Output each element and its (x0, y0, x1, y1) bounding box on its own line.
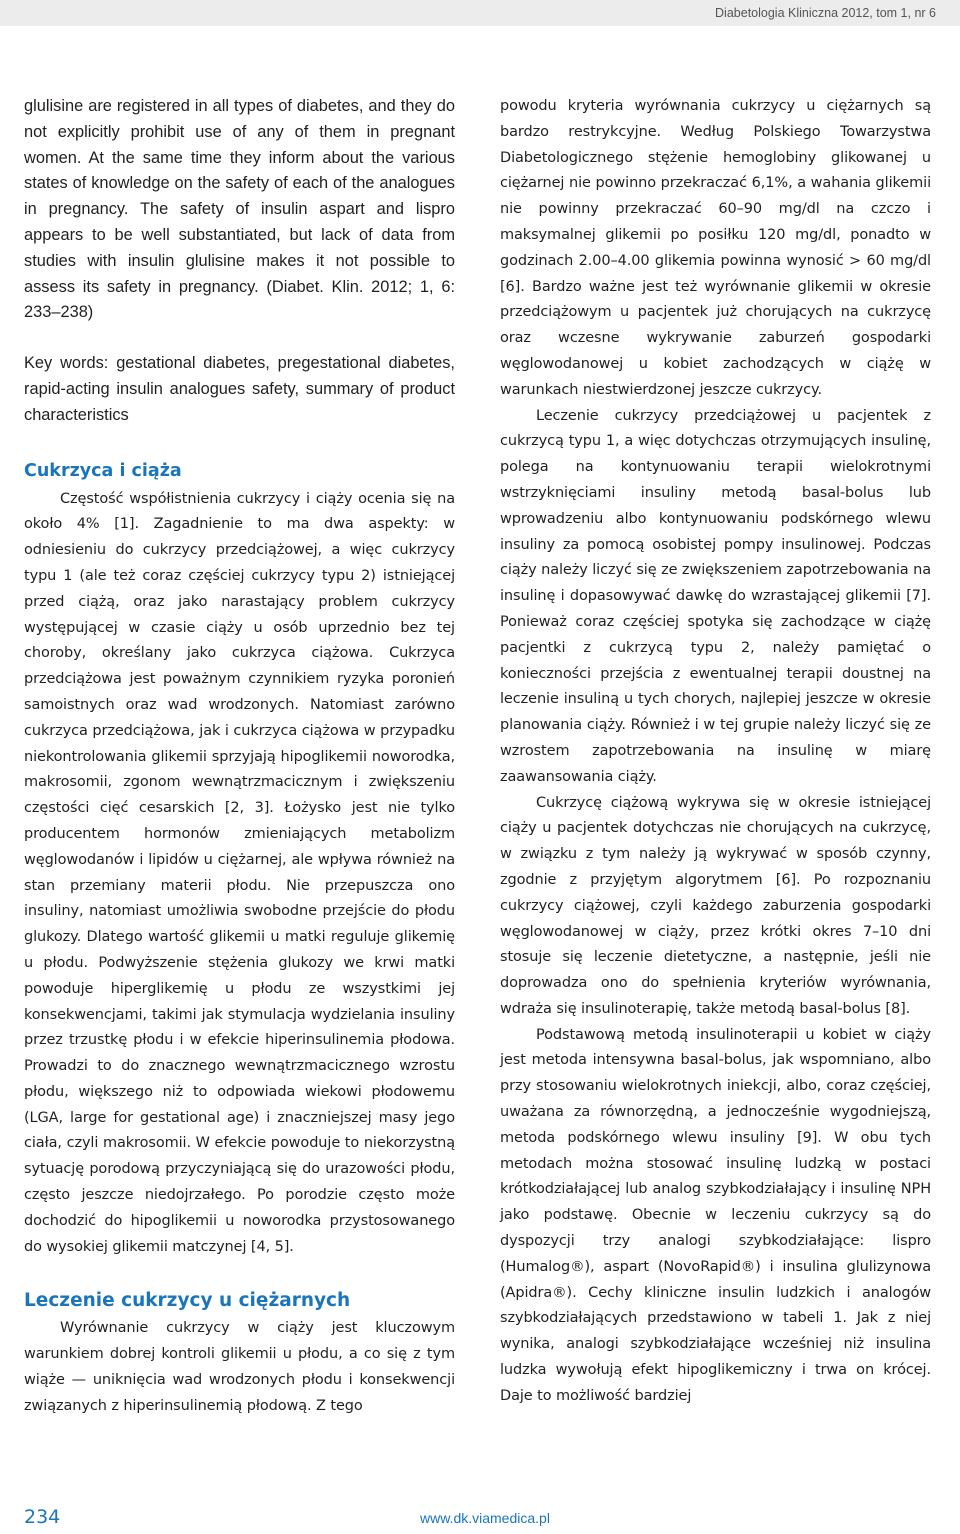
right-paragraph-1: powodu kryteria wyrównania cukrzycy u ciężarnych są bardzo restrykcyjne. Według Polskiego Towarzystwa Diabetologicznego stężenie hemoglobiny glikowanej u ciężarnej nie powinno przekraczać 6,1%, a wahania glikemii nie powinny przekraczać 60–90 mg/dl na czczo i maksymalnej glikemii po posiłku 120 mg/dl, ponadto w godzinach 2.00–4.00 glikemia powinna wynosić > 60 mg/dl [6]. Bardzo ważne jest też wyrównanie glikemii w okresie przedciążowym u pacjentek już chorujących na cukrzycę oraz wczesne wykrywanie zaburzeń gospodarki węglowodanowej u kobiet zachodzących w ciążę w warunkach niestwierdzonej jeszcze cukrzycy. (500, 98, 931, 398)
journal-citation: Diabetologia Kliniczna 2012, tom 1, nr 6 (715, 6, 936, 20)
section-heading-leczenie: Leczenie cukrzycy u ciężarnych (24, 1290, 351, 1312)
right-column (500, 94, 931, 1410)
right-paragraph-4: Podstawową metodą insulinoterapii u kobiet w ciąży jest metoda intensywna basal-bolus, jak wspomniano, albo przy stosowaniu wielokrotnych iniekcji, albo, coraz częściej, uważana za równorzędną, a jednocześnie wygodniejszą, metoda podskórnego wlewu insuliny [9]. W obu tych metodach można stosować insulinę ludzką w postaci krótkodziałającej lub analog szybkodziałający i insulinę NPH jako podstawę. Obecnie w leczeniu cukrzycy są do dyspozycji trzy analogi szybkodziałające: lispro (Humalog®), aspart (NovoRapid®) i insulina glulizynowa (Apidra®). Cechy kliniczne insulin ludzkich i analogów szybkodziałających przedstawiono w tabeli 1. Jak z niej wynika, analogi szybkodziałające wcześniej niż insulina ludzka wywołują efekt hipoglikemiczny i trwa on krócej. Daje to możliwość bardziej (500, 1026, 931, 1404)
section2-paragraph: Wyrównanie cukrzycy w ciąży jest kluczowym warunkiem dobrej kontroli glikemii u płodu, a co się z tym wiąże — uniknięcia wad wrodzonych płodu i konsekwencji związanych z hiperinsulinemią płodową. Z tego (24, 1320, 455, 1414)
keywords: Key words: gestational diabetes, pregestational diabetes, rapid-acting insulin analogues safety, summary of product characteristics (24, 354, 455, 424)
journal-url[interactable]: www.dk.viamedica.pl (420, 1510, 550, 1526)
running-header (0, 0, 960, 26)
page-number: 234 (24, 1506, 61, 1528)
section1-paragraph: Częstość współistnienia cukrzycy i ciąży ocenia się na około 4% [1]. Zagadnienie to ma dwa aspekty: w odniesieniu do cukrzycy przedciążowej, a więc cukrzycy typu 1 (ale też coraz częściej cukrzycy typu 2) istniejącej przed ciążą, oraz jako narastający problem cukrzycy występującej w czasie ciąży u osób uprzednio bez tej choroby, określany jako cukrzyca ciążowa. Cukrzyca przedciążowa jest poważnym czynnikiem ryzyka poronień samoistnych oraz wad wrodzonych. Natomiast zarówno cukrzyca przedciążowa, jak i cukrzyca ciążowa w przypadku niekontrolowania glikemii sprzyjają hipoglikemii noworodka, makrosomii, zgonom wewnątrzmacicznym i zwiększeniu częstości cięć cesarskich [2, 3]. Łożysko jest nie tylko producentem hormonów zmieniających metabolizm węglowodanów i lipidów u ciężarnej, ale wpływa również na stan przemiany materii płodu. Nie przepuszcza ono insuliny, natomiast umożliwia swobodne przejście do płodu glukozy. Dlatego wartość glikemii u matki reguluje glikemię u płodu. Podwyższenie stężenia glukozy we krwi matki powoduje hiperglikemię u płodu ze wszystkimi jej konsekwencjami, takimi jak stymulacja wydzielania insuliny przez trzustkę płodu i w efekcie hiperinsulinemia płodowa. Prowadzi to do znacznego wewnątrzmacicznego wzrostu płodu, większego niż to odpowiada wiekowi płodowemu (LGA, large for gestational age) i znaczniejszej masy jego ciała, czyli makrosomii. W efekcie powoduje to niekorzystną sytuację porodową przyczyniającą się do urazowości płodu, często jeszcze niedojrzałego. Po porodzie często może dochodzić do hipoglikemii u noworodka przystosowanego do wysokiej glikemii matczynej [4, 5]. (24, 490, 455, 1255)
abstract-text: glulisine are registered in all types of diabetes, and they do not explicitly prohibit use of any of them in pregnant women. At the same time they inform about the various states of knowledge on the safety of each of the analogues in pregnancy. The safety of insulin aspart and lispro appears to be well substantiated, but lack of data from studies with insulin glulisine makes it not possible to assess its safety in pregnancy. (Diabet. Klin. 2012; 1, 6: 233–238) (24, 97, 455, 322)
section-heading-cukrzyca-i-ciaza: Cukrzyca i ciąża (24, 460, 182, 481)
left-column (24, 94, 455, 1420)
right-paragraph-2: Leczenie cukrzycy przedciążowej u pacjentek z cukrzycą typu 1, a więc dotychczas otrzymujących insulinę, polega na kontynuowaniu terapii wielokrotnymi wstrzyknięciami insuliny metodą basal-bolus lub wprowadzeniu albo kontynuowaniu podskórnego wlewu insuliny za pomocą osobistej pompy insulinowej. Podczas ciąży należy liczyć się ze zwiększeniem zapotrzebowania na insulinę i dopasowywać dawkę do wzrastającej glikemii [7]. Ponieważ coraz częściej spotyka się zachodzące w ciążę pacjentki z cukrzycą typu 2, należy pamiętać o konieczności przejścia z ewentualnej terapii doustnej na leczenie insuliną u tych chorych, najlepiej jeszcze w okresie planowania ciąży. Również i w tej grupie należy liczyć się ze wzrostem zapotrzebowania na insulinę w miarę zaawansowania ciąży. (500, 407, 931, 785)
right-paragraph-3: Cukrzycę ciążową wykrywa się w okresie istniejącej ciąży u pacjentek dotychczas nie chorujących na cukrzycę, w związku z tym należy ją wykrywać w sposób czynny, zgodnie z przyjętym algorytmem [6]. Po rozpoznaniu cukrzycy ciążowej, czyli każdego zaburzenia gospodarki węglowodanowej w ciąży, przez krótki okres 7–10 dni stosuje się leczenie dietetyczne, a następnie, jeśli nie doprowadza ono do spełnienia kryteriów wyrównania, wdraża się insulinoterapię, także metodą basal-bolus [8]. (500, 794, 931, 1017)
